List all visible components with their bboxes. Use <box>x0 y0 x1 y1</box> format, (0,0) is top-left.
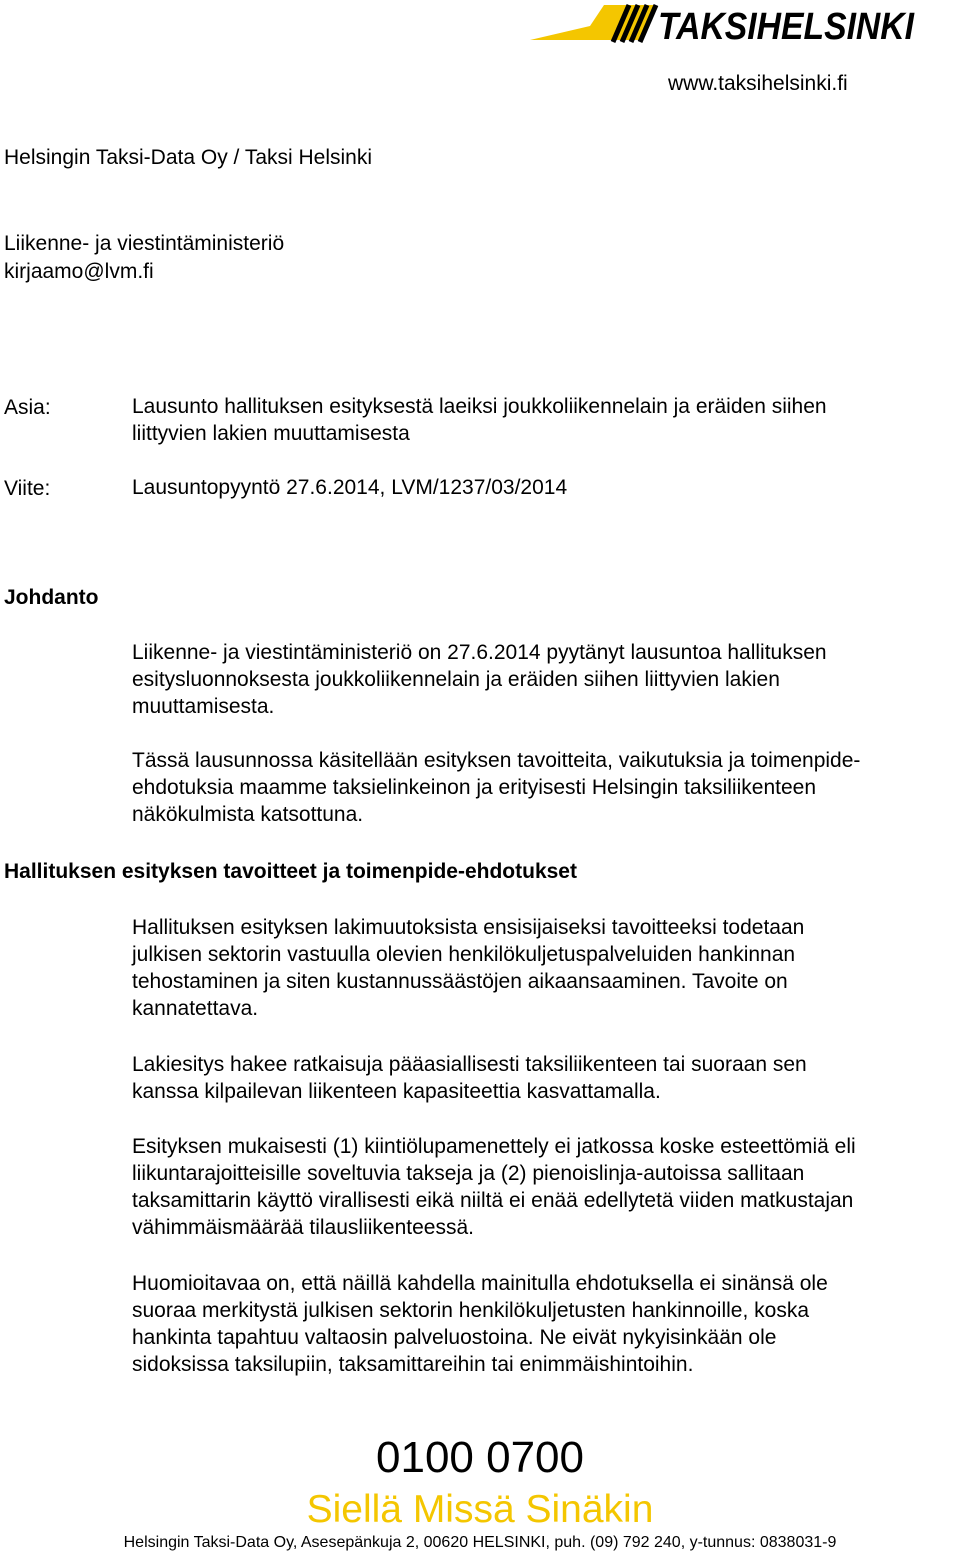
paragraph-line: Lakiesitys hakee ratkaisuja pääasiallisesti taksiliikenteen tai suoraan sen <box>132 1053 807 1076</box>
reference-value: Lausuntopyyntö 27.6.2014, LVM/1237/03/2014 <box>132 476 568 499</box>
footer-phone-number: 0100 0700 <box>376 1433 584 1482</box>
recipient-block <box>4 230 284 286</box>
subject-line: Lausunto hallituksen esityksestä laeiksi joukkoliikennelain ja eräiden siihen <box>132 395 827 418</box>
svg-text:TAKSIHELSINKI: TAKSIHELSINKI <box>658 6 916 44</box>
paragraph-line: muuttamisesta. <box>132 695 275 718</box>
intro-paragraph-1 <box>132 639 958 720</box>
paragraph-line: vähimmäismäärää tilausliikenteessä. <box>132 1216 474 1239</box>
paragraph-line: näkökulmista katsottuna. <box>132 803 364 826</box>
paragraph-line: Tässä lausunnossa käsitellään esityksen tavoitteita, vaikutuksia ja toimenpide- <box>132 749 861 772</box>
footer-address: Helsingin Taksi-Data Oy, Asesepänkuja 2, 00620 HELSINKI, puh. (09) 792 240, y-tunnus: 0838031-9 <box>123 1534 837 1551</box>
paragraph-line: julkisen sektorin vastuulla olevien henkilökuljetuspalveluiden hankinnan <box>132 943 796 966</box>
paragraph-line: Hallituksen esityksen lakimuutoksista ensisijaiseksi tavoitteeksi todetaan <box>132 916 805 939</box>
body-paragraph-4 <box>132 1270 958 1378</box>
intro-paragraph-2 <box>132 747 958 828</box>
paragraph-line: hankinta tapahtuu valtaosin palveluostoina. Ne eivät nykyisinkään ole <box>132 1326 777 1349</box>
paragraph-line: esitysluonnoksesta joukkoliikennelain ja eräiden siihen liittyvien lakien <box>132 668 780 691</box>
subject-label: Asia: <box>4 396 51 419</box>
paragraph-line: suoraa merkitystä julkisen sektorin henkilökuljetusten hankinnoille, koska <box>132 1299 810 1322</box>
recipient-email[interactable]: kirjaamo@lvm.fi <box>4 260 154 283</box>
paragraph-line: Liikenne- ja viestintäministeriö on 27.6.2014 pyytänyt lausuntoa hallituksen <box>132 641 827 664</box>
paragraph-line: Huomioitavaa on, että näillä kahdella mainitulla ehdotuksella ei sinänsä ole <box>132 1272 828 1295</box>
paragraph-line: kanssa kilpailevan liikenteen kapasiteettia kasvattamalla. <box>132 1080 661 1103</box>
paragraph-line: tehostaminen ja siten kustannussäästöjen aikaansaaminen. Tavoite on <box>132 970 788 993</box>
paragraph-line: liikuntarajoitteisille soveltuvia takseja ja (2) pienoislinja-autoissa sallitaan <box>132 1162 805 1185</box>
body-paragraph-1 <box>132 914 958 1022</box>
paragraph-line: ehdotuksia maamme taksielinkeinon ja erityisesti Helsingin taksiliikenteen <box>132 776 816 799</box>
body-paragraph-2 <box>132 1051 958 1105</box>
paragraph-line: Esityksen mukaisesti (1) kiintiölupamenettely ei jatkossa koske esteettömiä eli <box>132 1135 856 1158</box>
section-heading-johdanto: Johdanto <box>4 586 99 609</box>
footer-slogan: Siellä Missä Sinäkin <box>306 1488 654 1531</box>
paragraph-line: taksamittarin käyttö virallisesti eikä niiltä ei enää edellytetä viiden matkustajan <box>132 1189 854 1212</box>
recipient-name: Liikenne- ja viestintäministeriö <box>4 232 285 255</box>
taksi-helsinki-logo <box>530 2 920 44</box>
reference-label: Viite: <box>4 477 51 500</box>
subject-line: liittyvien lakien muuttamisesta <box>132 422 410 445</box>
sender: Helsingin Taksi-Data Oy / Taksi Helsinki <box>4 146 373 169</box>
section-heading-tavoitteet: Hallituksen esityksen tavoitteet ja toimenpide-ehdotukset <box>4 860 577 883</box>
body-paragraph-3 <box>132 1133 958 1241</box>
subject-text <box>132 393 827 447</box>
paragraph-line: kannatettava. <box>132 997 259 1020</box>
website-link[interactable]: www.taksihelsinki.fi <box>668 72 848 95</box>
paragraph-line: sidoksissa taksilupiin, taksamittareihin tai enimmäishintoihin. <box>132 1353 694 1376</box>
